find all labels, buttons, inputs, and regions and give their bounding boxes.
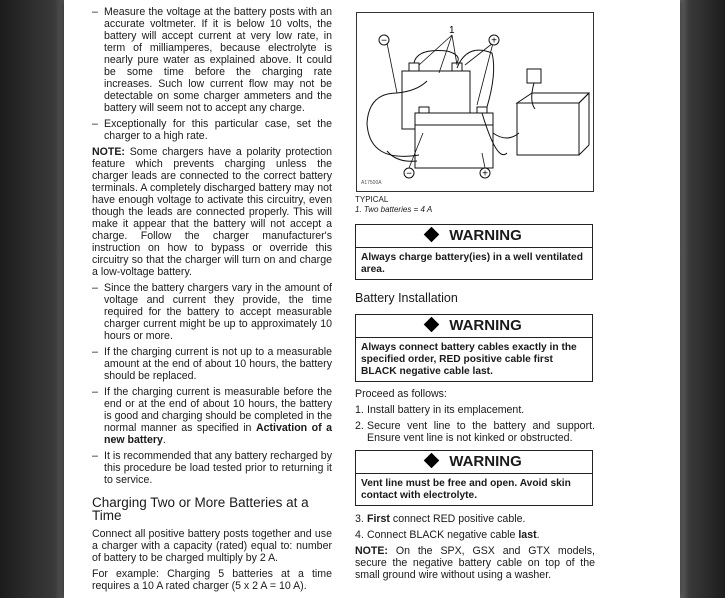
- list-item: – If the charging current is measurable before the end or at the end of about 10 hours, the battery is good and charging should be completed in the normal manner as specified in Activation of a new battery.: [92, 386, 332, 446]
- note-paragraph: [92, 146, 332, 278]
- warning-text: Vent line must be free and open. Avoid skin contact with electrolyte.: [361, 478, 571, 501]
- bullet-text: If the charging current is measurable before the end or at the end of about 10 hours, the battery is good and charging should be completed in the normal manner as specified in: [104, 386, 332, 434]
- caption-title: TYPICAL: [355, 195, 389, 204]
- list-item: – Exceptionally for this particular case, set the charger to a high rate.: [92, 118, 332, 142]
- window-left-gutter: [0, 0, 64, 598]
- procedure-text: [355, 388, 595, 448]
- illustration-svg: [357, 13, 593, 191]
- bullet-text: If the charging current is not up to a measurable amount at the end of about 10 hours, the battery should be replaced.: [104, 346, 332, 382]
- left-column: [92, 6, 332, 596]
- negative-symbol: −: [406, 168, 412, 180]
- warning-diamond-icon: [424, 453, 440, 469]
- step-text: connect RED positive cable.: [389, 513, 526, 525]
- bold-reference: Activation of a new battery: [104, 422, 332, 446]
- warning-diamond-icon: [424, 227, 440, 243]
- manual-page: [64, 0, 680, 598]
- step-text-end: .: [536, 529, 540, 541]
- step-number: 3.: [355, 513, 364, 525]
- warning-text: Always charge battery(ies) in a well ventilated area.: [361, 252, 583, 275]
- warning-diamond-icon: [424, 317, 440, 333]
- paragraph: Connect all positive battery posts together and use a charger with a capacity (rated) equal to: number of battery to be charged multiply by 2 A.: [92, 528, 332, 564]
- warning-label: WARNING: [449, 453, 522, 470]
- figure-caption: [355, 195, 432, 215]
- bullet-text: It is recommended that any battery recharged by this procedure be load tested prior to returning it to service.: [104, 450, 332, 486]
- list-item: – Since the battery chargers vary in the amount of voltage and current they provide, the time required for the battery to accept measurable charger current might be up to approximately 10 hours or more.: [92, 282, 332, 342]
- list-item: – Measure the voltage at the battery posts with an accurate voltmeter. If it is below 10 volts, the battery will accept current at very low rate, in term of milliamperes, because electrolyte is nearly pure water as explained above. It could be some time before the charging rate increases. Such low current flow may not be detectable on some charger ammeters and the battery will seem not to accept any charge.: [92, 6, 332, 114]
- list-item: 2. Secure vent line to the battery and support. Ensure vent line is not kinked or obstructed.: [355, 420, 595, 444]
- step-text: Secure vent line to the battery and support. Ensure vent line is not kinked or obstructed.: [367, 420, 595, 444]
- list-item: – It is recommended that any battery recharged by this procedure be load tested prior to returning it to service.: [92, 450, 332, 486]
- warning-box: [355, 314, 593, 382]
- step-text: Connect BLACK negative cable: [367, 529, 519, 541]
- paragraph: For example: Charging 5 batteries at a time requires a 10 A rated charger (5 x 2 A = 10 A).: [92, 568, 332, 592]
- callout-number: 1: [449, 25, 455, 36]
- section-heading: Battery Installation: [355, 291, 458, 305]
- note-text: On the SPX, GSX and GTX models, secure the negative battery cable on top of the small ground wire without using a washer.: [355, 545, 595, 581]
- warning-header: [356, 451, 592, 474]
- warning-label: WARNING: [449, 317, 522, 334]
- warning-box: [355, 224, 593, 280]
- negative-symbol: −: [381, 35, 387, 47]
- section-heading: Charging Two or More Batteries at a Time: [92, 495, 309, 523]
- step-text: Install battery in its emplacement.: [367, 404, 525, 416]
- note-label: NOTE:: [355, 545, 388, 557]
- battery-charging-illustration: [356, 12, 594, 192]
- warning-header: [356, 315, 592, 338]
- note-text: Some chargers have a polarity protection feature which prevents charging unless the charger leads are connected to the correct battery terminals. A completely discharged battery may not have enough voltage to activate this circuitry, even though the leads are connected properly. This will make it appear that the battery will not accept a charge. Follow the charger manufacturer's instruction on how to bypass or override this circuitry so that the charger will turn on and charge a low-voltage battery.: [92, 146, 332, 278]
- window-right-gutter: [680, 0, 725, 598]
- list-item: [355, 513, 595, 525]
- warning-header: [356, 225, 592, 248]
- note-label: NOTE:: [92, 146, 125, 158]
- warning-box: [355, 450, 593, 506]
- note-paragraph: [355, 545, 595, 581]
- step-bold: First: [367, 513, 390, 525]
- bullet-text-end: .: [162, 434, 166, 446]
- caption-item: 1. Two batteries = 4 A: [355, 205, 433, 214]
- list-item: [355, 529, 595, 541]
- figure-code: A17500A: [361, 180, 382, 186]
- warning-label: WARNING: [449, 227, 522, 244]
- positive-symbol: +: [491, 35, 497, 47]
- step-number: 4.: [355, 529, 364, 541]
- bullet-text: Since the battery chargers vary in the amount of voltage and current they provide, the time required for the battery to accept measurable charger current might be up to approximately 10 hours or more.: [104, 282, 332, 342]
- procedure-text: [355, 513, 595, 585]
- list-item: 1. Install battery in its emplacement.: [355, 404, 525, 416]
- bullet-text: Exceptionally for this particular case, set the charger to a high rate.: [104, 118, 332, 142]
- step-bold: last: [518, 529, 537, 541]
- warning-text: Always connect battery cables exactly in the specified order, RED positive cable first BLACK negative cable last.: [361, 342, 577, 377]
- bullet-text: Measure the voltage at the battery posts with an accurate voltmeter. If it is below 10 volts, the battery will accept current at very low rate, in term of milliamperes, because electrolyte is nearly pure water as explained above. It could be some time before the charging rate increases. Such low current flow may not be detectable on some charger ammeters and the battery will seem not to accept any charge.: [104, 6, 332, 114]
- positive-symbol: +: [482, 168, 488, 180]
- list-item: – If the charging current is not up to a measurable amount at the end of about 10 hours, the battery should be replaced.: [92, 346, 332, 382]
- paragraph: Proceed as follows:: [355, 388, 447, 400]
